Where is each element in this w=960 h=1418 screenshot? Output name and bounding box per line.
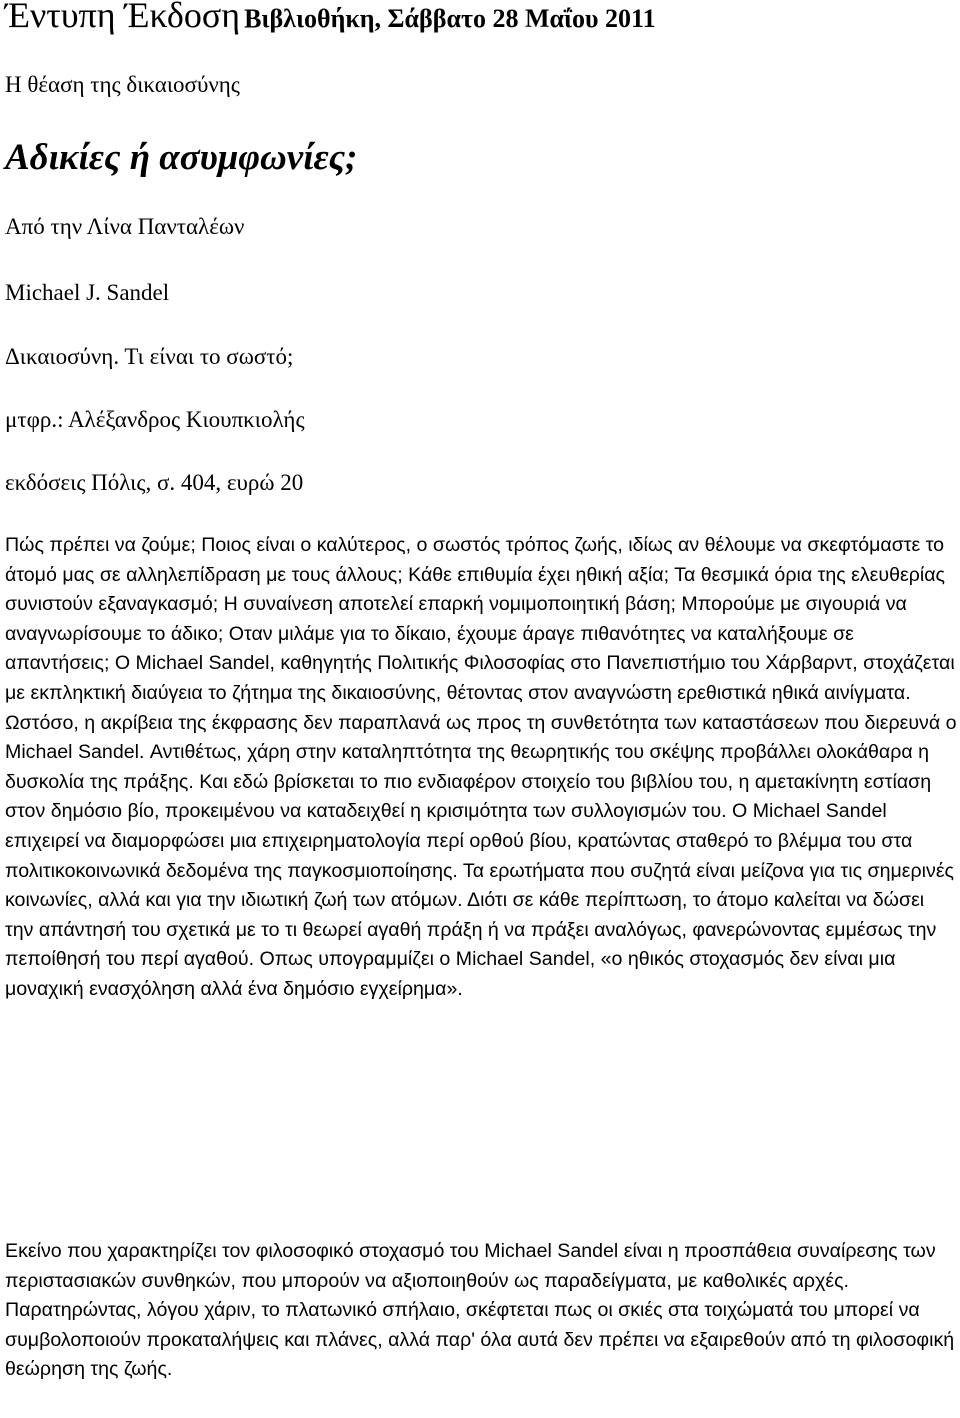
article-page — [5, 0, 957, 1381]
edition-title: Έντυπη Έκδοση — [5, 0, 241, 35]
edition-section-date: Βιβλιοθήκη, Σάββατο 28 Μαΐου 2011 — [244, 4, 656, 33]
book-translator: μτφρ.: Αλέξανδρος Κιουπκιολής — [5, 407, 305, 432]
article-kicker: Η θέαση της δικαιοσύνης — [5, 72, 240, 97]
masthead — [5, 0, 955, 43]
book-title: Δικαιοσύνη. Τι είναι το σωστό; — [5, 344, 294, 369]
article-headline: Αδικίες ή ασυμφωνίες; — [5, 137, 358, 178]
body-paragraph-2: Εκείνο που χαρακτηρίζει τον φιλοσοφικό στοχασμό του Michael Sandel είναι η προσπάθεια συναίρεσης των περιστασιακών συνθηκών, που μπορούν να αξιοποιηθούν ως παραδείγματα, με καθολικές αρχές. Παρατηρώντας, λόγου χάριν, το πλατωνικό σπήλαιο, σκέφτεται πως οι σκιές στα τοιχώματά του μπορεί να συμβολοποιούν προκαταλήψεις και πλάνες, αλλά παρ' όλα αυτά δεν πρέπει να εξαιρεθούν από τη φιλοσοφική θεώρηση της ζωής. — [5, 1240, 955, 1381]
body-paragraph-1: Πώς πρέπει να ζούμε; Ποιος είναι ο καλύτερος, ο σωστός τρόπος ζωής, ιδίως αν θέλουμε να σκεφτόμαστε το άτομό μας σε αλληλεπίδραση με τους άλλους; Κάθε επιθυμία έχει ηθική αξία; Τα θεσμικά όρια της ελευθερίας συνιστούν εξαναγκασμό; Η συναίνεση αποτελεί επαρκή νομιμοποιητική βάση; Μπορούμε με σιγουριά να αναγνωρίσουμε το άδικο; Οταν μιλάμε για το δίκαιο, έχουμε άραγε πιθανότητες να καταλήξουμε σε απαντήσεις; Ο Michael Sandel, καθηγητής Πολιτικής Φιλοσοφίας στο Πανεπιστήμιο του Χάρβαρντ, στοχάζεται με εκπληκτική διαύγεια το ζήτημα της δικαιοσύνης, θέτοντας στον αναγνώστη ερεθιστικά ηθικά αινίγματα. Ωστόσο, η ακρίβεια της έκφρασης δεν παραπλανά ως προς τη συνθετότητα των καταστάσεων που διερευνά ο Michael Sandel. Αντιθέτως, χάρη στην καταληπτότητα της θεωρητικής του σκέψης προβάλλει ολοκάθαρα η δυσκολία της πράξης. Και εδώ βρίσκεται το πιο ενδιαφέρον στοιχείο του βιβλίου του, η αμετακίνητη εστίαση στον δημόσιο βίο, προκειμένου να καταδειχθεί η κρισιμότητα των συλλογισμών του. Ο Michael Sandel επιχειρεί να διαμορφώσει μια επιχειρηματολογία περί ορθού βίου, κρατώντας σταθερό το βλέμμα του στα πολιτικοκοινωνικά δεδομένα της παγκοσμιοποίησης. Τα ερωτήματα που συζητά είναι μείζονα για τις σημερινές κοινωνίες, αλλά και για την ιδιωτική ζωή των ατόμων. Διότι σε κάθε περίπτωση, το άτομο καλείται να δώσει την απάντησή του σχετικά με το τι θεωρεί αγαθή πράξη ή να πράξει αναλόγως, φανερώνοντας εμμέσως την πεποίθησή του περί αγαθού. Οπως υπογραμμίζει ο Michael Sandel, «ο ηθικός στοχασμός δεν είναι μια μοναχική ενασχόληση αλλά ένα δημόσιο εγχείρημα». — [5, 534, 957, 1000]
book-author: Michael J. Sandel — [5, 280, 170, 305]
book-publisher: εκδόσεις Πόλις, σ. 404, ευρώ 20 — [5, 470, 304, 495]
article-byline: Από την Λίνα Πανταλέων — [5, 214, 245, 239]
